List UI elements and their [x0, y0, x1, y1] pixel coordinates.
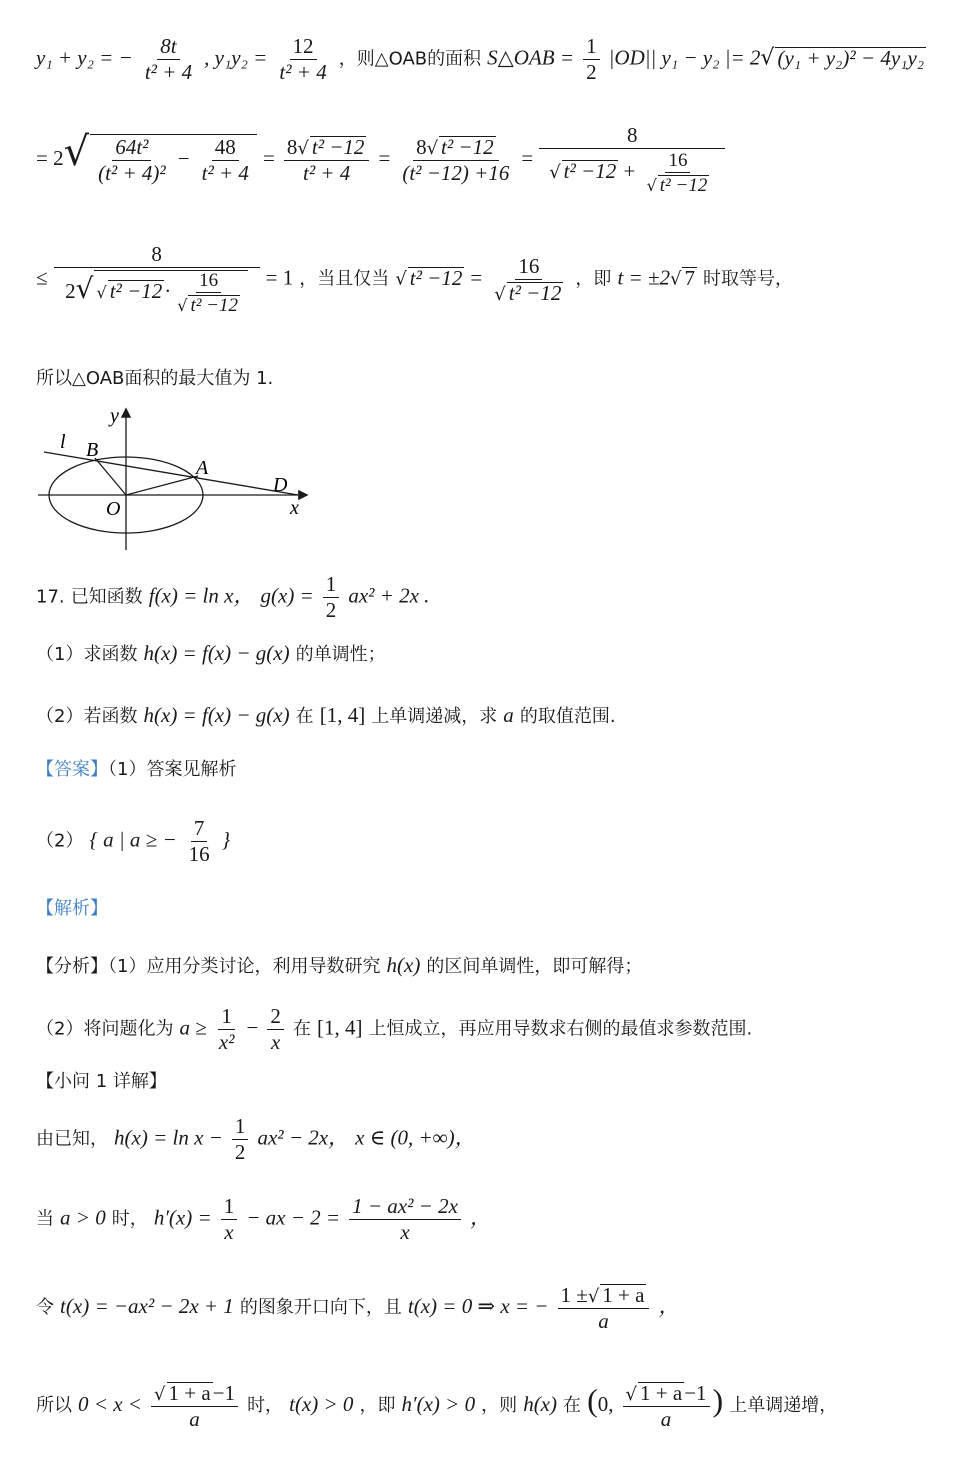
text: ，则△OAB的面积 — [338, 48, 482, 70]
question-2: （2）若函数 h(x) = f(x) − g(x) 在 [1, 4] 上单调递减，求 a 的取值范围. — [36, 703, 616, 727]
detail-line-1: 由已知， h(x) = ln x − $\frac{1}{2}$ ax² − 2x， x ∈ (0, +∞)， — [36, 1114, 476, 1164]
math-expr: S△OAB = — [487, 45, 575, 70]
fraction: $\frac{√ 1 + a-1}{a}$ — [623, 1382, 710, 1430]
answer-line-2: （2） { a | a ≥ − $\frac{7}{16}$ } — [36, 816, 231, 866]
solution-line-2: = 2√ $\frac{\text{64t²}}{\text{(t² + 4)²}}$ − $\frac{48}{\text{t² + 4}}$ = $\frac{\text{8√ t² −12}}{\text{t² + 4}}$ = $\frac{\text{8√ t² −12}}{\text{(t² −12) +16}}$ = 8 √ t² −12 + $\frac{16}{\text{√ t² −12}}$ — [36, 125, 725, 195]
fraction: $\frac{1}{x}$ — [221, 1196, 238, 1243]
sqrt-expr: t² −12 — [409, 265, 463, 290]
label-A: A — [196, 457, 209, 479]
answer-line-1: 【答案】（1）答案见解析 — [36, 759, 237, 780]
math-expr: ≤ — [36, 265, 48, 290]
label-y: y — [110, 405, 119, 427]
detail-line-3: 令 t(x) = −ax² − 2x + 1 的图象开口向下，且 t(x) = 0 ⇒ x = − $\frac{1 \pm√ 1 + a}{a}$ ， — [36, 1283, 680, 1333]
solution-line-3: ≤ 8 2√ √ t² −12· $\frac{16}{\text{√ t² −12}}$ = 1 ，当且仅当 √ t² −12 = $\frac{16}{\text{√ t² −12}}$ ，即 t = ±2√ 7 时取等号， — [36, 242, 793, 316]
math-expr: |OD|| y₁ − y₂ |= 2 — [608, 45, 761, 70]
segment-OA — [126, 476, 198, 495]
label-B: B — [86, 439, 99, 461]
fraction: $\frac{2}{x}$ — [267, 1006, 284, 1053]
fraction: $\frac{12}{\text{t² + 4}}$ — [279, 34, 327, 84]
math-expr: y₁ + y₂ = − — [36, 45, 133, 70]
ellipse-figure — [30, 400, 320, 552]
fraction: $\frac{16}{\text{√ t² −12}}$ — [494, 253, 562, 305]
math-expr: = 2 — [36, 146, 64, 170]
math-expr: t = ±2 — [617, 265, 670, 290]
text: 时取等号， — [703, 268, 793, 290]
fraction: 8 √ t² −12 + $\frac{16}{\text{√ t² −12}}$ — [542, 125, 722, 195]
label-D: D — [273, 474, 288, 496]
fraction: $\frac{48}{\text{t² + 4}}$ — [201, 134, 249, 185]
sqrt-expr: (y₁ + y₂)² − 4y₁y₂ — [777, 45, 925, 70]
fraction: $\frac{8t}{\text{t² + 4}}$ — [144, 34, 193, 84]
fraction: $\frac{\text{1 − ax² − 2x}}{x}$ — [349, 1196, 461, 1243]
text: ，当且仅当 — [299, 268, 390, 290]
answer-tag: 【答案】 — [36, 759, 108, 780]
math-expr: , y₁y₂ = — [204, 45, 268, 70]
math-expr: = 1 — [265, 265, 294, 290]
analysis-1: 【分析】（1）应用分类讨论，利用导数研究 h(x) 的区间单调性，即可解得； — [36, 953, 643, 977]
label-x: x — [290, 497, 299, 519]
fraction: $\frac{\text{8√ t² −12}}{\text{(t² −12) +16}}$ — [402, 135, 510, 185]
conclusion-text: 所以△OAB面积的最大值为 1. — [36, 368, 274, 389]
question-1: （1）求函数 h(x) = f(x) − g(x) 的单调性； — [36, 641, 386, 665]
fraction: 8 2√ √ t² −12· $\frac{16}{\text{√ t² −12}}$ — [57, 244, 257, 315]
fraction: $\frac{√ 1 + a-1}{a}$ — [151, 1382, 238, 1430]
detail-line-4: 所以 0 < x < $\frac{√ 1 + a-1}{a}$ 时， t(x) > 0 ，即 h′(x) > 0 ，则 h(x) 在 (0, $\frac{√ 1 + a-1}{a}$ ) 上单调递增， — [36, 1381, 838, 1431]
fraction: $\frac{1}{2}$ — [583, 36, 600, 83]
text: ，即 — [575, 268, 612, 290]
analysis-2: （2）将问题化为 a ≥ $\frac{1}{\text{x²}}$ − $\frac{2}{x}$ 在 [1, 4] 上恒成立，再应用导数求右侧的最值求参数范围. — [36, 1004, 753, 1054]
problem-17: 17. 已知函数 f(x) = ln x， g(x) = $\frac{1}{2}$ ax² + 2x . — [36, 572, 430, 622]
fraction: $\frac{1}{2}$ — [323, 574, 340, 621]
fraction: $\frac{1}{\text{x²}}$ — [218, 1004, 235, 1054]
fraction: $\frac{1}{2}$ — [232, 1116, 249, 1163]
solution-line-1: y₁ + y₂ = − $\frac{8t}{\text{t² + 4}}$ , y₁y₂ = $\frac{12}{\text{t² + 4}}$ ，则△OAB的面积 S△OAB = $\frac{1}{2}$ |OD|| y₁ − y₂ |= 2√ (y₁ + y₂)² − 4y₁y₂ — [36, 34, 925, 84]
detail-tag: 【小问 1 详解】 — [36, 1071, 167, 1092]
label-O: O — [106, 498, 121, 520]
fraction: $\frac{7}{16}$ — [188, 816, 210, 866]
fraction: $\frac{\text{8√ t² −12}}{\text{t² + 4}}$ — [284, 136, 370, 184]
fraction: $\frac{\text{64t²}}{\text{(t² + 4)²}}$ — [98, 134, 166, 185]
detail-line-2: 当 a > 0 时， h′(x) = $\frac{1}{x}$ − ax − 2 = $\frac{\text{1 − ax² − 2x}}{x}$ ， — [36, 1194, 491, 1244]
jiexi-tag: 【解析】 — [36, 898, 108, 919]
sqrt-expr: $\frac{\text{64t²}}{\text{(t² + 4)²}}$ − $\frac{48}{\text{t² + 4}}$ — [90, 134, 257, 184]
fraction: $\frac{1 \pm√ 1 + a}{a}$ — [558, 1284, 650, 1332]
label-l: l — [60, 431, 66, 453]
line-l — [44, 452, 298, 495]
